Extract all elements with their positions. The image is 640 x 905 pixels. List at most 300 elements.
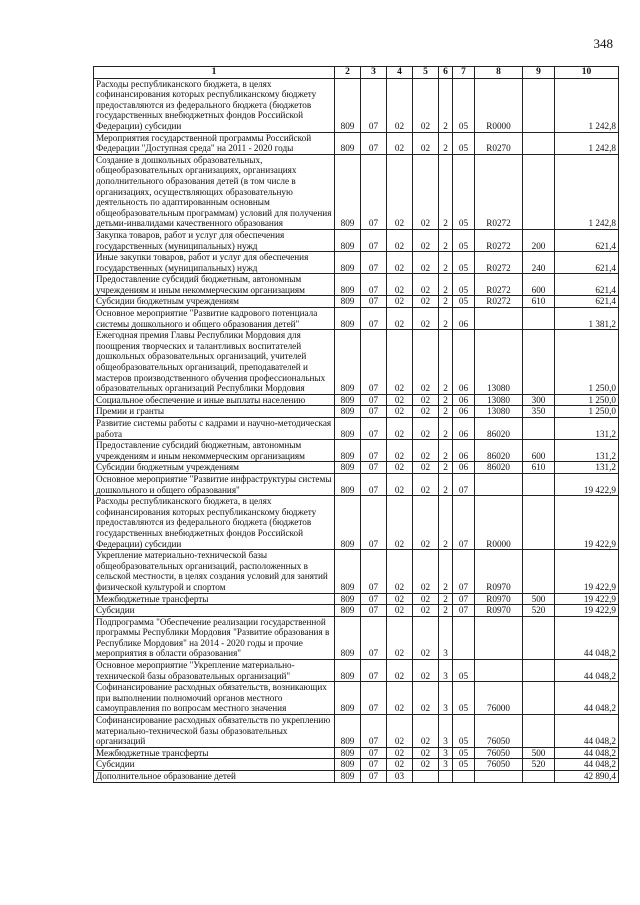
amount-cell: 1 242,8	[555, 132, 619, 154]
direction-code-cell	[475, 473, 523, 495]
amount-cell: 1 250,0	[555, 406, 619, 418]
program-code-cell: 02	[413, 252, 439, 274]
program-code-cell: 02	[413, 78, 439, 132]
subsection-code-cell: 02	[387, 394, 413, 406]
activity-code-cell: 07	[453, 496, 475, 550]
subprogram-code-cell: 2	[439, 496, 453, 550]
subsection-code-cell: 02	[387, 473, 413, 495]
col-header-ministry: 2	[335, 67, 361, 79]
direction-code-cell: 13080	[475, 330, 523, 395]
subprogram-code-cell: 2	[439, 229, 453, 251]
activity-code-cell: 07	[453, 550, 475, 593]
row-name-cell: Подпрограмма "Обеспечение реализации государственной программы Республики Мордовия "Развитие образования в Республике Мордовия" на 2014 - 2020 годы и прочие мероприятия в области образования"	[94, 616, 335, 659]
amount-cell: 19 422,9	[555, 593, 619, 605]
subprogram-code-cell: 3	[439, 616, 453, 659]
subsection-code-cell: 02	[387, 616, 413, 659]
activity-code-cell: 05	[453, 715, 475, 748]
subprogram-code-cell: 2	[439, 132, 453, 154]
ministry-code-cell: 809	[335, 132, 361, 154]
activity-code-cell: 06	[453, 440, 475, 462]
amount-cell: 621,4	[555, 252, 619, 274]
amount-cell: 44 048,2	[555, 660, 619, 682]
row-name-cell: Социальное обеспечение и иные выплаты населению	[94, 394, 335, 406]
table-row	[94, 462, 619, 474]
program-code-cell: 02	[413, 605, 439, 617]
subprogram-code-cell: 3	[439, 747, 453, 759]
section-code-cell: 07	[361, 406, 387, 418]
section-code-cell: 07	[361, 715, 387, 748]
program-code-cell: 02	[413, 473, 439, 495]
section-code-cell: 07	[361, 330, 387, 395]
row-name-cell: Закупка товаров, работ и услуг для обеспечения государственных (муниципальных) нужд	[94, 229, 335, 251]
activity-code-cell: 05	[453, 759, 475, 771]
activity-code-cell: 07	[453, 593, 475, 605]
subsection-code-cell: 02	[387, 759, 413, 771]
ministry-code-cell: 809	[335, 418, 361, 440]
subprogram-code-cell: 2	[439, 605, 453, 617]
subsection-code-cell: 02	[387, 418, 413, 440]
subprogram-code-cell: 2	[439, 550, 453, 593]
row-name-cell: Расходы республиканского бюджета, в целях софинансирования которых республиканскому бюджету предоставляются из федерального бюджета (бюджетов государственных внебюджетных фондов Российской Федерации) субсидии	[94, 78, 335, 132]
direction-code-cell: 76050	[475, 759, 523, 771]
ministry-code-cell: 809	[335, 550, 361, 593]
table-row	[94, 274, 619, 296]
amount-cell: 19 422,9	[555, 473, 619, 495]
section-code-cell: 07	[361, 154, 387, 229]
activity-code-cell: 05	[453, 252, 475, 274]
activity-code-cell: 05	[453, 274, 475, 296]
subprogram-code-cell: 2	[439, 154, 453, 229]
subsection-code-cell: 02	[387, 605, 413, 617]
subprogram-code-cell: 2	[439, 252, 453, 274]
amount-cell: 44 048,2	[555, 715, 619, 748]
activity-code-cell: 05	[453, 660, 475, 682]
table-row	[94, 308, 619, 330]
direction-code-cell: R0272	[475, 252, 523, 274]
amount-cell: 44 048,2	[555, 747, 619, 759]
row-name-cell: Межбюджетные трансферты	[94, 747, 335, 759]
direction-code-cell: 76050	[475, 747, 523, 759]
subsection-code-cell: 02	[387, 308, 413, 330]
row-name-cell: Предоставление субсидий бюджетным, автономным учреждениям и иным некоммерческим организациям	[94, 440, 335, 462]
ministry-code-cell: 809	[335, 616, 361, 659]
direction-code-cell	[475, 771, 523, 783]
direction-code-cell: 86020	[475, 440, 523, 462]
program-code-cell: 02	[413, 747, 439, 759]
table-row	[94, 593, 619, 605]
section-code-cell: 07	[361, 252, 387, 274]
section-code-cell: 07	[361, 771, 387, 783]
table-row	[94, 252, 619, 274]
row-name-cell: Дополнительное образование детей	[94, 771, 335, 783]
expense-type-cell	[523, 78, 555, 132]
activity-code-cell: 07	[453, 605, 475, 617]
activity-code-cell: 07	[453, 473, 475, 495]
section-code-cell: 07	[361, 296, 387, 308]
table-row	[94, 418, 619, 440]
subprogram-code-cell: 2	[439, 78, 453, 132]
table-row	[94, 296, 619, 308]
ministry-code-cell: 809	[335, 252, 361, 274]
expense-type-cell: 520	[523, 605, 555, 617]
amount-cell: 1 242,8	[555, 154, 619, 229]
direction-code-cell: R0272	[475, 154, 523, 229]
direction-code-cell: 76050	[475, 715, 523, 748]
direction-code-cell: 13080	[475, 394, 523, 406]
expense-type-cell: 600	[523, 274, 555, 296]
expense-type-cell: 500	[523, 747, 555, 759]
program-code-cell: 02	[413, 330, 439, 395]
ministry-code-cell: 809	[335, 78, 361, 132]
row-name-cell: Межбюджетные трансферты	[94, 593, 335, 605]
program-code-cell: 02	[413, 308, 439, 330]
program-code-cell: 02	[413, 418, 439, 440]
expense-type-cell	[523, 132, 555, 154]
program-code-cell: 02	[413, 394, 439, 406]
ministry-code-cell: 809	[335, 462, 361, 474]
section-code-cell: 07	[361, 682, 387, 715]
row-name-cell: Субсидии бюджетным учреждениям	[94, 296, 335, 308]
subprogram-code-cell: 2	[439, 394, 453, 406]
expense-type-cell	[523, 715, 555, 748]
subprogram-code-cell: 2	[439, 440, 453, 462]
amount-cell: 1 250,0	[555, 330, 619, 395]
amount-cell: 19 422,9	[555, 550, 619, 593]
col-header-amount: 10	[555, 67, 619, 79]
expense-type-cell	[523, 308, 555, 330]
expense-type-cell	[523, 473, 555, 495]
subprogram-code-cell: 2	[439, 406, 453, 418]
subsection-code-cell: 02	[387, 330, 413, 395]
col-header-subprogram: 6	[439, 67, 453, 79]
amount-cell: 44 048,2	[555, 616, 619, 659]
direction-code-cell: R0272	[475, 229, 523, 251]
amount-cell: 19 422,9	[555, 496, 619, 550]
program-code-cell: 02	[413, 593, 439, 605]
ministry-code-cell: 809	[335, 682, 361, 715]
subsection-code-cell: 02	[387, 462, 413, 474]
section-code-cell: 07	[361, 550, 387, 593]
col-header-program: 5	[413, 67, 439, 79]
subsection-code-cell: 02	[387, 296, 413, 308]
expense-type-cell	[523, 550, 555, 593]
amount-cell: 621,4	[555, 296, 619, 308]
budget-table	[93, 66, 619, 783]
subsection-code-cell: 02	[387, 747, 413, 759]
expense-type-cell	[523, 496, 555, 550]
ministry-code-cell: 809	[335, 759, 361, 771]
direction-code-cell: 86020	[475, 418, 523, 440]
table-header-row	[94, 67, 619, 79]
amount-cell: 1 250,0	[555, 394, 619, 406]
subsection-code-cell: 02	[387, 550, 413, 593]
table-row	[94, 605, 619, 617]
subsection-code-cell: 02	[387, 496, 413, 550]
section-code-cell: 07	[361, 616, 387, 659]
direction-code-cell: R0970	[475, 550, 523, 593]
ministry-code-cell: 809	[335, 154, 361, 229]
subprogram-code-cell: 3	[439, 660, 453, 682]
amount-cell: 621,4	[555, 229, 619, 251]
program-code-cell: 02	[413, 682, 439, 715]
program-code-cell: 02	[413, 296, 439, 308]
program-code-cell: 02	[413, 406, 439, 418]
subprogram-code-cell: 2	[439, 462, 453, 474]
row-name-cell: Софинансирование расходных обязательств, возникающих при выполнении полномочий органов местного самоуправления по вопросам местного значения	[94, 682, 335, 715]
table-row	[94, 550, 619, 593]
section-code-cell: 07	[361, 308, 387, 330]
col-header-section: 3	[361, 67, 387, 79]
subprogram-code-cell: 2	[439, 418, 453, 440]
direction-code-cell: 13080	[475, 406, 523, 418]
direction-code-cell: 86020	[475, 462, 523, 474]
row-name-cell: Премии и гранты	[94, 406, 335, 418]
amount-cell: 44 048,2	[555, 759, 619, 771]
table-row	[94, 330, 619, 395]
ministry-code-cell: 809	[335, 771, 361, 783]
expense-type-cell: 350	[523, 406, 555, 418]
activity-code-cell: 05	[453, 682, 475, 715]
table-row	[94, 496, 619, 550]
activity-code-cell: 05	[453, 229, 475, 251]
amount-cell: 44 048,2	[555, 682, 619, 715]
direction-code-cell	[475, 660, 523, 682]
expense-type-cell	[523, 660, 555, 682]
subprogram-code-cell	[439, 771, 453, 783]
activity-code-cell: 06	[453, 462, 475, 474]
direction-code-cell: 76000	[475, 682, 523, 715]
program-code-cell: 02	[413, 462, 439, 474]
col-header-activity: 7	[453, 67, 475, 79]
row-name-cell: Основное мероприятие "Развитие кадрового потенциала системы дошкольного и общего образования детей"	[94, 308, 335, 330]
expense-type-cell: 240	[523, 252, 555, 274]
col-header-expense-type: 9	[523, 67, 555, 79]
activity-code-cell: 06	[453, 394, 475, 406]
row-name-cell: Иные закупки товаров, работ и услуг для обеспечения государственных (муниципальных) нужд	[94, 252, 335, 274]
table-row	[94, 715, 619, 748]
ministry-code-cell: 809	[335, 747, 361, 759]
ministry-code-cell: 809	[335, 660, 361, 682]
expense-type-cell: 610	[523, 296, 555, 308]
section-code-cell: 07	[361, 759, 387, 771]
section-code-cell: 07	[361, 274, 387, 296]
subsection-code-cell: 02	[387, 229, 413, 251]
subprogram-code-cell: 2	[439, 473, 453, 495]
direction-code-cell: R0270	[475, 132, 523, 154]
row-name-cell: Субсидии бюджетным учреждениям	[94, 462, 335, 474]
amount-cell: 1 381,2	[555, 308, 619, 330]
program-code-cell: 02	[413, 440, 439, 462]
expense-type-cell: 300	[523, 394, 555, 406]
direction-code-cell: R0000	[475, 496, 523, 550]
table-row	[94, 132, 619, 154]
subsection-code-cell: 02	[387, 78, 413, 132]
expense-type-cell	[523, 418, 555, 440]
activity-code-cell: 05	[453, 747, 475, 759]
direction-code-cell: R0272	[475, 296, 523, 308]
program-code-cell	[413, 771, 439, 783]
amount-cell: 131,2	[555, 440, 619, 462]
page-number: 348	[593, 36, 613, 51]
activity-code-cell: 06	[453, 418, 475, 440]
section-code-cell: 07	[361, 394, 387, 406]
subprogram-code-cell: 3	[439, 682, 453, 715]
section-code-cell: 07	[361, 660, 387, 682]
program-code-cell: 02	[413, 550, 439, 593]
direction-code-cell: R0970	[475, 593, 523, 605]
subsection-code-cell: 02	[387, 406, 413, 418]
subsection-code-cell: 02	[387, 715, 413, 748]
ministry-code-cell: 809	[335, 308, 361, 330]
table-row	[94, 616, 619, 659]
direction-code-cell: R0272	[475, 274, 523, 296]
subprogram-code-cell: 3	[439, 759, 453, 771]
row-name-cell: Софинансирование расходных обязательств по укреплению материально-технической базы образовательных организаций	[94, 715, 335, 748]
amount-cell: 1 242,8	[555, 78, 619, 132]
col-header-subsection: 4	[387, 67, 413, 79]
ministry-code-cell: 809	[335, 715, 361, 748]
subsection-code-cell: 02	[387, 660, 413, 682]
amount-cell: 131,2	[555, 418, 619, 440]
expense-type-cell	[523, 616, 555, 659]
expense-type-cell	[523, 771, 555, 783]
subsection-code-cell: 02	[387, 132, 413, 154]
expense-type-cell: 520	[523, 759, 555, 771]
table-row	[94, 229, 619, 251]
subprogram-code-cell: 2	[439, 330, 453, 395]
activity-code-cell	[453, 616, 475, 659]
subsection-code-cell: 02	[387, 682, 413, 715]
amount-cell: 131,2	[555, 462, 619, 474]
subprogram-code-cell: 2	[439, 308, 453, 330]
direction-code-cell	[475, 308, 523, 330]
subsection-code-cell: 02	[387, 252, 413, 274]
activity-code-cell: 05	[453, 154, 475, 229]
ministry-code-cell: 809	[335, 473, 361, 495]
ministry-code-cell: 809	[335, 394, 361, 406]
amount-cell: 19 422,9	[555, 605, 619, 617]
section-code-cell: 07	[361, 229, 387, 251]
subsection-code-cell: 02	[387, 154, 413, 229]
ministry-code-cell: 809	[335, 296, 361, 308]
amount-cell: 621,4	[555, 274, 619, 296]
table-row	[94, 473, 619, 495]
section-code-cell: 07	[361, 78, 387, 132]
row-name-cell: Основное мероприятие "Укрепление материально-технической базы образовательных организаций"	[94, 660, 335, 682]
program-code-cell: 02	[413, 616, 439, 659]
expense-type-cell	[523, 330, 555, 395]
subsection-code-cell: 02	[387, 274, 413, 296]
row-name-cell: Субсидии	[94, 759, 335, 771]
program-code-cell: 02	[413, 496, 439, 550]
row-name-cell: Развитие системы работы с кадрами и научно-методическая работа	[94, 418, 335, 440]
subprogram-code-cell: 2	[439, 296, 453, 308]
row-name-cell: Ежегодная премия Главы Республики Мордовия для поощрения творческих и талантливых воспитателей дошкольных образовательных организаций, учителей общеобразовательных организаций, преподавателей и мастеров производственного обучения профессиональных образовательных организаций Республики Мордовия	[94, 330, 335, 395]
ministry-code-cell: 809	[335, 440, 361, 462]
activity-code-cell: 06	[453, 406, 475, 418]
section-code-cell: 07	[361, 473, 387, 495]
subprogram-code-cell: 3	[439, 715, 453, 748]
subsection-code-cell: 02	[387, 440, 413, 462]
activity-code-cell	[453, 771, 475, 783]
table-row	[94, 747, 619, 759]
row-name-cell: Создание в дошкольных образовательных, общеобразовательных организациях, организациях дополнительного образования детей (в том числе в организациях, осуществляющих образовательную деятельность по адаптированным основным общеобразовательным программам) условий для получения детьми-инвалидами качественного образования	[94, 154, 335, 229]
table-row	[94, 78, 619, 132]
table-row	[94, 660, 619, 682]
activity-code-cell: 05	[453, 296, 475, 308]
table-row	[94, 771, 619, 783]
col-header-name: 1	[94, 67, 335, 79]
col-header-direction: 8	[475, 67, 523, 79]
table-row	[94, 440, 619, 462]
row-name-cell: Предоставление субсидий бюджетным, автономным учреждениям и иным некоммерческим организациям	[94, 274, 335, 296]
expense-type-cell: 600	[523, 440, 555, 462]
table-body	[94, 78, 619, 782]
expense-type-cell: 500	[523, 593, 555, 605]
expense-type-cell: 610	[523, 462, 555, 474]
section-code-cell: 07	[361, 440, 387, 462]
expense-type-cell	[523, 154, 555, 229]
section-code-cell: 07	[361, 593, 387, 605]
ministry-code-cell: 809	[335, 593, 361, 605]
activity-code-cell: 05	[453, 132, 475, 154]
activity-code-cell: 06	[453, 308, 475, 330]
ministry-code-cell: 809	[335, 406, 361, 418]
ministry-code-cell: 809	[335, 605, 361, 617]
section-code-cell: 07	[361, 605, 387, 617]
section-code-cell: 07	[361, 418, 387, 440]
activity-code-cell: 05	[453, 78, 475, 132]
row-name-cell: Расходы республиканского бюджета, в целях софинансирования которых республиканскому бюджету предоставляются из федерального бюджета (бюджетов государственных внебюджетных фондов Российской Федерации) субсидии	[94, 496, 335, 550]
row-name-cell: Субсидии	[94, 605, 335, 617]
program-code-cell: 02	[413, 759, 439, 771]
direction-code-cell: R0970	[475, 605, 523, 617]
program-code-cell: 02	[413, 229, 439, 251]
table-row	[94, 682, 619, 715]
ministry-code-cell: 809	[335, 330, 361, 395]
table-row	[94, 406, 619, 418]
direction-code-cell	[475, 616, 523, 659]
subsection-code-cell: 02	[387, 593, 413, 605]
activity-code-cell: 06	[453, 330, 475, 395]
section-code-cell: 07	[361, 496, 387, 550]
section-code-cell: 07	[361, 132, 387, 154]
expense-type-cell: 200	[523, 229, 555, 251]
program-code-cell: 02	[413, 715, 439, 748]
table-row	[94, 394, 619, 406]
ministry-code-cell: 809	[335, 274, 361, 296]
direction-code-cell: R0000	[475, 78, 523, 132]
program-code-cell: 02	[413, 154, 439, 229]
amount-cell: 42 890,4	[555, 771, 619, 783]
program-code-cell: 02	[413, 660, 439, 682]
row-name-cell: Основное мероприятие "Развитие инфраструктуры системы дошкольного и общего образования"	[94, 473, 335, 495]
ministry-code-cell: 809	[335, 229, 361, 251]
program-code-cell: 02	[413, 132, 439, 154]
section-code-cell: 07	[361, 747, 387, 759]
table-row	[94, 759, 619, 771]
section-code-cell: 07	[361, 462, 387, 474]
row-name-cell: Укрепление материально-технической базы общеобразовательных организаций, расположенных в сельской местности, в целях создания условий для занятий физической культурой и спортом	[94, 550, 335, 593]
subprogram-code-cell: 2	[439, 593, 453, 605]
subprogram-code-cell: 2	[439, 274, 453, 296]
expense-type-cell	[523, 682, 555, 715]
row-name-cell: Мероприятия государственной программы Российской Федерации "Доступная среда" на 2011 - 2020 годы	[94, 132, 335, 154]
table-row	[94, 154, 619, 229]
subsection-code-cell: 03	[387, 771, 413, 783]
ministry-code-cell: 809	[335, 496, 361, 550]
program-code-cell: 02	[413, 274, 439, 296]
